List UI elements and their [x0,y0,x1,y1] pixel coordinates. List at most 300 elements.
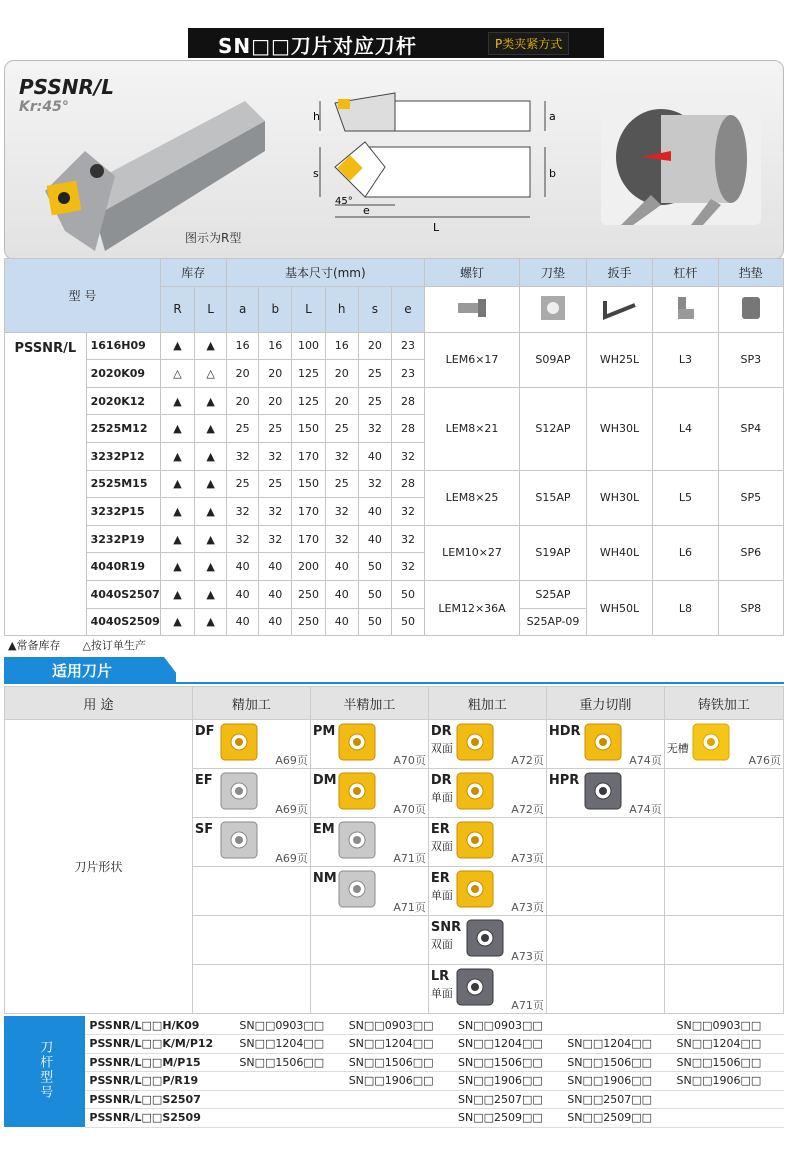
spec-cell: 40 [226,553,259,581]
insert-code-cell [563,1016,672,1035]
spec-cell: 32 [392,442,425,470]
vlabel-text: 刀杆型号 [37,1039,53,1100]
insert-code: DR [430,773,452,788]
model-code: 3232P12 [86,442,160,470]
insert-header-use: 用 途 [5,687,193,720]
spec-cell: 25 [259,415,292,443]
lever-value: L8 [653,580,718,635]
header-stock: 库存 [160,259,226,287]
spec-cell: 20 [226,387,259,415]
insert-code-cell: SN□□1906□□ [454,1072,563,1091]
shim-value: S12AP [520,387,586,470]
col-e: e [392,286,425,332]
spec-cell: 40 [358,525,392,553]
spec-cell: 32 [226,525,259,553]
insert-code: EF [194,773,213,788]
insert-item[interactable] [311,867,428,915]
insert-code-cell: SN□□1906□□ [563,1072,672,1091]
holder-model: PSSNR/L□□P/R19 [85,1072,235,1091]
spec-cell: 32 [325,525,358,553]
spec-cell: 170 [292,442,326,470]
spec-cell: 25 [325,470,358,498]
insert-cell [192,818,310,867]
insert-item[interactable] [311,818,428,866]
insert-code-cell: SN□□0903□□ [454,1016,563,1035]
dim-a: a [549,110,556,123]
stop-icon [718,286,783,332]
insert-code-cell: SN□□1506□□ [345,1053,454,1072]
holder-model: PSSNR/L□□K/M/P12 [85,1035,235,1054]
spec-cell: 32 [392,525,425,553]
insert-code-cell: SN□□1204□□ [673,1035,784,1054]
title-bar [188,28,604,58]
insert-code-cell: SN□□1906□□ [673,1072,784,1091]
insert-icon [219,820,259,862]
header-model: 型 号 [5,259,161,333]
stop-value: SP6 [718,525,783,580]
insert-item[interactable] [429,916,546,964]
insert-cell [310,867,428,916]
spec-cell: 32 [358,470,392,498]
map-row [4,1035,784,1054]
holder-model-vertical-label [4,1016,85,1127]
insert-icon [691,722,731,764]
spec-cell: 50 [358,553,392,581]
section-header [4,657,184,683]
holder-model: PSSNR/L□□S2507 [85,1090,235,1109]
stop-value: SP3 [718,332,783,387]
insert-side: 双面 [430,840,453,853]
insert-cell [192,965,310,1014]
holder-insert-map [4,1016,784,1128]
insert-page-ref[interactable]: A73页 [511,901,544,914]
insert-cell [310,818,428,867]
spec-cell: ▲ [195,332,227,360]
stock-legend: ▲常备库存 △按订单生产 [8,639,146,652]
insert-code-cell: SN□□1906□□ [345,1072,454,1091]
lever-value: L4 [653,387,718,470]
spec-cell: 16 [325,332,358,360]
spec-cell: ▲ [160,498,195,526]
header-shim: 刀垫 [520,259,586,287]
insert-code-cell: SN□□1506□□ [673,1053,784,1072]
insert-page-ref[interactable]: A71页 [393,901,426,914]
spec-cell: 32 [259,442,292,470]
insert-page-ref[interactable]: A72页 [511,754,544,767]
header-screw: 螺钉 [424,259,519,287]
shim-value-2: S25AP-09 [520,608,586,636]
insert-code: HDR [548,724,581,739]
insert-item[interactable] [193,818,310,866]
spec-cell: 23 [392,332,425,360]
insert-cell [192,867,310,916]
spec-row [5,580,784,608]
stop-value: SP8 [718,580,783,635]
insert-code: LR [430,969,450,984]
map-row [4,1072,784,1091]
spec-cell: 20 [325,360,358,388]
insert-code: ER [430,822,450,837]
screw-value: LEM6×17 [424,332,519,387]
insert-side: 双面 [430,938,453,951]
insert-code-cell [235,1072,344,1091]
insert-cell [664,965,783,1014]
insert-row [5,720,784,769]
insert-side: 单面 [430,889,453,902]
insert-item[interactable] [429,818,546,866]
machine-photo [601,95,761,225]
screw-value: LEM12×36A [424,580,519,635]
insert-code-cell: SN□□1204□□ [563,1035,672,1054]
spec-cell: 20 [325,387,358,415]
wrench-value: WH30L [586,470,653,525]
insert-page-ref[interactable]: A71页 [511,999,544,1012]
lever-value: L5 [653,470,718,525]
insert-code-cell: SN□□0903□□ [673,1016,784,1035]
insert-item[interactable] [311,720,428,768]
spec-cell: 32 [325,498,358,526]
insert-header-heavy: 重力切削 [546,687,664,720]
col-h: h [325,286,358,332]
insert-code: SF [194,822,214,837]
insert-code-cell: SN□□2509□□ [563,1109,672,1128]
model-code: 2020K12 [86,387,160,415]
spec-cell: 40 [325,553,358,581]
insert-icon [219,722,259,764]
hero-panel [4,60,784,260]
spec-cell: △ [160,360,195,388]
spec-cell: 25 [259,470,292,498]
insert-cell [546,818,664,867]
spec-cell: ▲ [160,332,195,360]
insert-cell [310,916,428,965]
spec-cell: 28 [392,470,425,498]
model-code: 2525M12 [86,415,160,443]
insert-code-cell [235,1109,344,1128]
model-code: 2525M15 [86,470,160,498]
spec-cell: 40 [226,608,259,636]
insert-item[interactable] [311,769,428,817]
lever-value: L3 [653,332,718,387]
insert-cell [664,867,783,916]
screw-icon [424,286,519,332]
insert-icon [337,722,377,764]
holder-model: PSSNR/L□□H/K09 [85,1016,235,1035]
insert-code-cell [235,1090,344,1109]
header-lever: 杠杆 [653,259,718,287]
insert-icon [583,722,623,764]
spec-cell: 250 [292,608,326,636]
insert-cell [310,965,428,1014]
insert-page-ref[interactable]: A70页 [393,803,426,816]
insert-cell [664,916,783,965]
dim-e: e [363,204,370,217]
model-code: 4040S2507 [86,580,160,608]
insert-page-ref[interactable]: A74页 [629,754,662,767]
dimension-drawing [305,87,575,237]
insert-page-ref[interactable]: A76页 [748,754,781,767]
insert-cell [428,916,546,965]
insert-code-cell: SN□□0903□□ [345,1016,454,1035]
insert-code: ER [430,871,450,886]
shim-value: S09AP [520,332,586,387]
shim-value: S15AP [520,470,586,525]
insert-code: DF [194,724,215,739]
insert-code: PM [312,724,336,739]
wrench-value: WH25L [586,332,653,387]
model-code: 3232P15 [86,498,160,526]
insert-code: HPR [548,773,580,788]
spec-cell: 32 [259,498,292,526]
model-code: 4040R19 [86,553,160,581]
spec-cell: ▲ [160,580,195,608]
spec-cell: ▲ [195,387,227,415]
dim-h: h [313,110,320,123]
insert-cell [192,720,310,769]
insert-side: 双面 [430,742,453,755]
spec-cell: 25 [358,360,392,388]
spec-cell: ▲ [195,553,227,581]
spec-cell: ▲ [195,580,227,608]
insert-code: SNR [430,920,462,935]
spec-row [5,387,784,415]
dim-angle: 45° [335,196,353,207]
spec-cell: 20 [259,387,292,415]
wrench-value: WH50L [586,580,653,635]
spec-cell: 32 [226,498,259,526]
insert-icon [219,771,259,813]
insert-code-cell: SN□□1506□□ [563,1053,672,1072]
spec-cell: ▲ [195,470,227,498]
stop-value: SP4 [718,387,783,470]
insert-code-cell: SN□□2507□□ [563,1090,672,1109]
insert-cell [546,769,664,818]
insert-code-cell [673,1109,784,1128]
insert-code: DR [430,724,452,739]
spec-row [5,332,784,360]
insert-item[interactable] [429,720,546,768]
insert-page-ref[interactable]: A74页 [629,803,662,816]
insert-cell [546,916,664,965]
spec-cell: 50 [358,608,392,636]
map-row [4,1016,784,1035]
insert-item[interactable] [547,720,664,768]
dim-b: b [549,167,556,180]
insert-page-ref[interactable]: A72页 [511,803,544,816]
insert-page-ref[interactable]: A73页 [511,852,544,865]
series-name: PSSNR/L [5,332,87,636]
spec-cell: 150 [292,415,326,443]
spec-cell: 150 [292,470,326,498]
col-s: s [358,286,392,332]
wrench-icon [586,286,653,332]
spec-cell: 32 [325,442,358,470]
insert-cell [428,818,546,867]
spec-cell: 28 [392,387,425,415]
clamp-type-tag: P类夹紧方式 [488,32,569,55]
insert-code-cell [345,1090,454,1109]
spec-cell: 40 [358,498,392,526]
spec-cell: 40 [259,608,292,636]
model-code: 3232P19 [86,525,160,553]
section-title: 适用刀片 [52,662,113,680]
spec-cell: 40 [259,553,292,581]
spec-cell: 25 [226,415,259,443]
dim-L: L [433,221,440,234]
spec-cell: 40 [259,580,292,608]
insert-header-castiron: 铸铁加工 [664,687,783,720]
figure-caption: 图示为R型 [185,231,242,245]
insert-item[interactable] [429,965,546,1013]
spec-row [5,470,784,498]
insert-cell [428,769,546,818]
holder-model: PSSNR/L□□S2509 [85,1109,235,1128]
insert-code-cell: SN□□1204□□ [454,1035,563,1054]
insert-code-cell: SN□□2507□□ [454,1090,563,1109]
insert-shape-label: 刀片形状 [5,720,193,1014]
spec-cell: 23 [392,360,425,388]
insert-cell [546,965,664,1014]
insert-cell [664,818,783,867]
screw-value: LEM8×21 [424,387,519,470]
spec-cell: 25 [325,415,358,443]
insert-code-cell: SN□□1506□□ [235,1053,344,1072]
spec-cell: 25 [226,470,259,498]
insert-icon [455,869,495,911]
insert-page-ref[interactable]: A71页 [393,852,426,865]
insert-icon [455,771,495,813]
spec-cell: 16 [259,332,292,360]
header-dims: 基本尺寸(mm) [226,259,424,287]
insert-side: 无槽 [666,742,689,755]
spec-cell: 32 [392,498,425,526]
spec-cell: 20 [226,360,259,388]
insert-side: 单面 [430,791,453,804]
screw-value: LEM8×25 [424,470,519,525]
map-row [4,1090,784,1109]
spec-cell: 32 [392,553,425,581]
insert-page-ref[interactable]: A69页 [275,852,308,865]
insert-page-ref[interactable]: A70页 [393,754,426,767]
spec-cell: ▲ [160,415,195,443]
spec-cell: 16 [226,332,259,360]
model-code: 1616H09 [86,332,160,360]
screw-value: LEM10×27 [424,525,519,580]
holder-model: PSSNR/L□□M/P15 [85,1053,235,1072]
spec-cell: ▲ [160,470,195,498]
shim-value: S25AP [520,580,586,608]
insert-item[interactable] [193,720,310,768]
col-L: L [195,286,227,332]
insert-side: 单面 [430,987,453,1000]
spec-cell: 125 [292,360,326,388]
insert-cell [192,769,310,818]
insert-code-cell: SN□□1506□□ [454,1053,563,1072]
insert-icon [465,918,505,960]
spec-cell: ▲ [195,525,227,553]
insert-code-cell: SN□□1204□□ [235,1035,344,1054]
kr-angle: Kr:45° [19,99,69,115]
spec-cell: 25 [358,387,392,415]
header-stop: 挡垫 [718,259,783,287]
insert-code: DM [312,773,337,788]
insert-cell [546,867,664,916]
insert-code-cell: SN□□0903□□ [235,1016,344,1035]
dim-s: s [313,167,319,180]
spec-cell: 200 [292,553,326,581]
insert-item[interactable] [193,769,310,817]
spec-cell: 40 [226,580,259,608]
insert-cell [428,720,546,769]
model-code: 2020K09 [86,360,160,388]
insert-header-rough: 粗加工 [428,687,546,720]
col-R: R [160,286,195,332]
spec-cell: 32 [259,525,292,553]
spec-cell: 50 [392,608,425,636]
spec-cell: △ [195,360,227,388]
insert-page-ref[interactable]: A73页 [511,950,544,963]
spec-cell: 100 [292,332,326,360]
map-row [4,1053,784,1072]
insert-page-ref[interactable]: A69页 [275,803,308,816]
spec-cell: 250 [292,580,326,608]
insert-item[interactable] [665,720,783,768]
insert-icon [455,820,495,862]
insert-cell [192,916,310,965]
spec-cell: ▲ [195,608,227,636]
col-b: b [259,286,292,332]
insert-table [4,686,784,1014]
insert-cell [546,720,664,769]
tool-holder-illustration [35,91,265,251]
insert-cell [664,720,783,769]
insert-cell [428,867,546,916]
map-row [4,1109,784,1128]
spec-cell: 32 [358,415,392,443]
spec-cell: 28 [392,415,425,443]
insert-code-cell: SN□□2509□□ [454,1109,563,1128]
wrench-value: WH40L [586,525,653,580]
col-a: a [226,286,259,332]
insert-item[interactable] [429,867,546,915]
holder-name: PSSNR/L [19,75,114,99]
spec-cell: 125 [292,387,326,415]
shim-icon [520,286,586,332]
lever-icon [653,286,718,332]
insert-cell [664,769,783,818]
spec-cell: ▲ [195,498,227,526]
shim-value: S19AP [520,525,586,580]
header-wrench: 扳手 [586,259,653,287]
insert-cell [428,965,546,1014]
spec-cell: 50 [392,580,425,608]
spec-cell: ▲ [195,442,227,470]
spec-cell: 50 [358,580,392,608]
insert-header-semi: 半精加工 [310,687,428,720]
insert-icon [583,771,623,813]
page-title: SN□□刀片对应刀杆 [218,34,417,58]
insert-page-ref[interactable]: A69页 [275,754,308,767]
insert-item[interactable] [429,769,546,817]
spec-cell: 170 [292,525,326,553]
spec-row [5,525,784,553]
insert-icon [337,820,377,862]
insert-item[interactable] [547,769,664,817]
model-code: 4040S2509 [86,608,160,636]
insert-icon [337,869,377,911]
insert-cell [310,769,428,818]
insert-header-finish: 精加工 [192,687,310,720]
